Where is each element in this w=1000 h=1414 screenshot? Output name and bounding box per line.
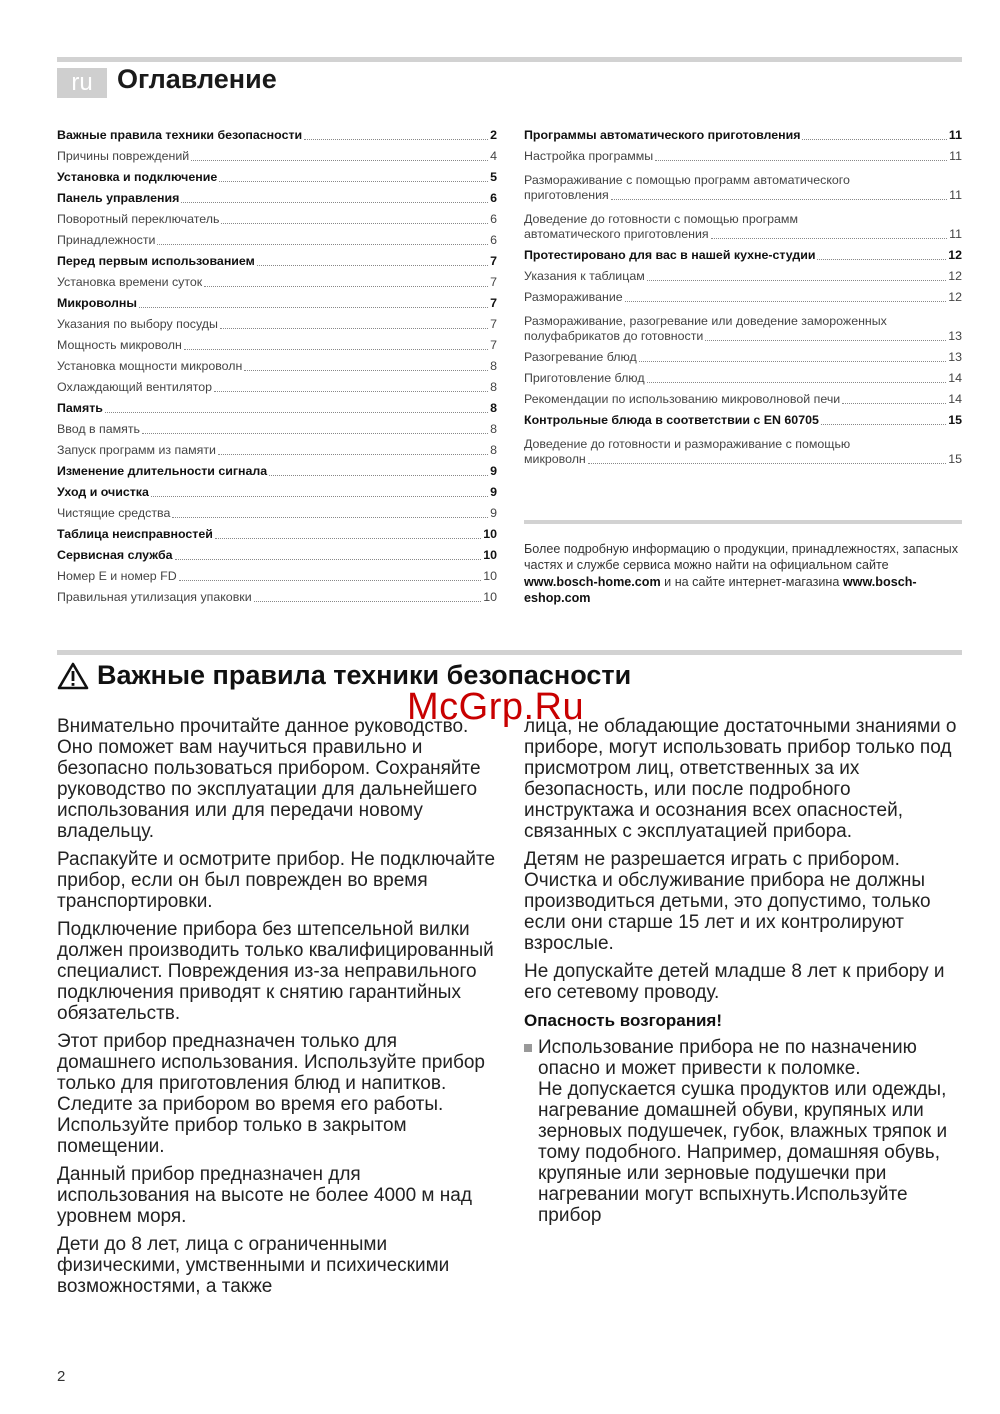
toc-entry-page: 12 bbox=[948, 248, 962, 262]
toc-entry[interactable] bbox=[524, 386, 962, 407]
toc-leader-dots bbox=[142, 433, 488, 434]
toc-entry-page: 4 bbox=[490, 149, 497, 163]
bosch-eshop-link[interactable]: www.bosch-eshop.com bbox=[524, 574, 917, 606]
toc-leader-dots bbox=[705, 340, 946, 341]
toc-leader-dots bbox=[588, 463, 946, 464]
language-badge: ru bbox=[57, 68, 107, 98]
toc-entry[interactable] bbox=[57, 500, 497, 521]
toc-entry[interactable] bbox=[57, 374, 497, 395]
toc-entry-label: Доведение до готовности с помощью программ bbox=[524, 212, 798, 226]
toc-entry-label: Программы автоматического приготовления bbox=[524, 128, 801, 142]
paragraph: Детям не разрешается играть с прибором. Очистка и обслуживание прибора не должны производиться детьми, это допустимо, только если они старше 15 лет и их контролируют взрослые. bbox=[524, 849, 931, 954]
toc-entry-page: 6 bbox=[490, 191, 497, 205]
toc-leader-dots bbox=[817, 259, 946, 260]
toc-entry-page: 8 bbox=[490, 401, 497, 415]
toc-leader-dots bbox=[257, 265, 488, 266]
toc-leader-dots bbox=[220, 328, 488, 329]
toc-entry-page: 9 bbox=[490, 485, 497, 499]
toc-leader-dots bbox=[647, 382, 947, 383]
toc-leader-dots bbox=[304, 139, 488, 140]
bullet-text: Использование прибора не по назначению опасно и может привести к поломке. bbox=[538, 1037, 917, 1079]
toc-entry[interactable] bbox=[524, 344, 962, 365]
toc-entry-page: 7 bbox=[490, 338, 497, 352]
toc-entry-label: Размораживание, разогревание или доведение замороженных bbox=[524, 314, 887, 328]
toc-entry-label: Панель управления bbox=[57, 191, 180, 205]
toc-entry-label: Поворотный переключатель bbox=[57, 212, 220, 226]
toc-entry[interactable] bbox=[524, 365, 962, 386]
toc-entry-page: 5 bbox=[490, 170, 497, 184]
toc-entry-label: Причины повреждений bbox=[57, 149, 190, 163]
toc-entry-label: Сервисная служба bbox=[57, 548, 173, 562]
toc-leader-dots bbox=[214, 391, 488, 392]
toc-entry-page: 12 bbox=[948, 290, 962, 304]
bullet-text: Не допускается сушка продуктов или одежды, нагревание домашней обуви, крупяных или зерновых подушечек, губок, влажных тряпок и тому подобного. Например, домашняя обувь, крупяные или зерновые подушечки при нагревании могут вспыхнуть.Используйте прибор bbox=[538, 1079, 948, 1226]
info-text-2: и на сайте интернет-магазина bbox=[660, 574, 843, 589]
paragraph: Данный прибор предназначен для использования на высоте не более 4000 м над уровнем моря. bbox=[57, 1164, 472, 1227]
toc-entry-label: Разогревание блюд bbox=[524, 350, 637, 364]
toc-entry-label: Установка и подключение bbox=[57, 170, 218, 184]
paragraph: Этот прибор предназначен только для домашнего использования. Используйте прибор только для приготовления блюд и напитков. Следите за прибором во время его работы. Используйте прибор только в закрытом помещении. bbox=[57, 1031, 485, 1157]
toc-entry[interactable] bbox=[524, 164, 962, 203]
toc-leader-dots bbox=[611, 199, 947, 200]
toc-entry[interactable] bbox=[57, 143, 497, 164]
toc-entry-page: 10 bbox=[483, 548, 497, 562]
toc-entry-page: 13 bbox=[948, 350, 962, 364]
toc-entry-label: Размораживание bbox=[524, 290, 623, 304]
toc-entry[interactable] bbox=[57, 479, 497, 500]
toc-entry[interactable] bbox=[57, 563, 497, 584]
toc-entry-label: Приготовление блюд bbox=[524, 371, 645, 385]
toc-entry[interactable] bbox=[57, 353, 497, 374]
toc-entry[interactable] bbox=[57, 227, 497, 248]
toc-entry-label: автоматического приготовления bbox=[524, 227, 709, 241]
toc-leader-dots bbox=[655, 160, 947, 161]
toc-entry-page: 8 bbox=[490, 443, 497, 457]
toc-entry[interactable] bbox=[57, 542, 497, 563]
fire-hazard-heading: Опасность возгорания! bbox=[524, 1011, 722, 1030]
toc-entry-page: 11 bbox=[948, 128, 962, 142]
toc-leader-dots bbox=[244, 370, 488, 371]
toc-entry-page: 7 bbox=[490, 296, 497, 310]
toc-entry-label: Установка времени суток bbox=[57, 275, 203, 289]
toc-entry-page: 8 bbox=[490, 422, 497, 436]
toc-entry[interactable] bbox=[57, 395, 497, 416]
toc-entry-label: Чистящие средства bbox=[57, 506, 171, 520]
toc-right-column bbox=[524, 122, 962, 467]
fire-hazard-bullet bbox=[524, 1037, 962, 1226]
toc-leader-dots bbox=[219, 181, 488, 182]
toc-entry-page: 7 bbox=[490, 275, 497, 289]
toc-entry-label: Микроволны bbox=[57, 296, 137, 310]
watermark: McGrp.Ru bbox=[407, 686, 585, 728]
toc-entry[interactable] bbox=[524, 143, 962, 164]
info-rule bbox=[524, 520, 962, 524]
toc-leader-dots bbox=[139, 307, 488, 308]
toc-entry[interactable] bbox=[57, 269, 497, 290]
toc-entry-page: 2 bbox=[490, 128, 497, 142]
toc-leader-dots bbox=[175, 559, 482, 560]
toc-entry-label: Мощность микроволн bbox=[57, 338, 182, 352]
toc-leader-dots bbox=[218, 454, 488, 455]
toc-entry-page: 6 bbox=[490, 233, 497, 247]
toc-entry-label: Изменение длительности сигнала bbox=[57, 464, 268, 478]
toc-leader-dots bbox=[625, 301, 947, 302]
toc-entry-page: 8 bbox=[490, 380, 497, 394]
info-text bbox=[524, 541, 964, 607]
toc-entry-page: 11 bbox=[949, 227, 962, 241]
toc-entry[interactable] bbox=[524, 122, 962, 143]
toc-title: Оглавление bbox=[117, 64, 277, 94]
toc-entry-label: Правильная утилизация упаковки bbox=[57, 590, 252, 604]
toc-entry-label: микроволн bbox=[524, 452, 586, 466]
toc-entry-page: 9 bbox=[490, 506, 497, 520]
toc-leader-dots bbox=[221, 223, 488, 224]
toc-entry-page: 8 bbox=[490, 359, 497, 373]
toc-entry-label: Номер E и номер FD bbox=[57, 569, 177, 583]
toc-entry-page: 12 bbox=[948, 269, 962, 283]
paragraph: Подключение прибора без штепсельной вилки должен производить только квалифицированный специалист. Повреждения из-за неправильного подключения приводят к снятию гарантийных обязательств. bbox=[57, 919, 494, 1024]
toc-entry[interactable] bbox=[57, 437, 497, 458]
toc-entry-page: 10 bbox=[483, 569, 497, 583]
toc-entry-page: 14 bbox=[948, 392, 962, 406]
toc-leader-dots bbox=[184, 349, 488, 350]
paragraph: Распакуйте и осмотрите прибор. Не подключайте прибор, если он был поврежден во время транспортировки. bbox=[57, 849, 496, 912]
toc-entry-label: Контрольные блюда в соответствии с EN 60705 bbox=[524, 413, 819, 427]
paragraph: Внимательно прочитайте данное руководство. Оно поможет вам научиться правильно и безопасно пользоваться прибором. Сохраняйте руководство по эксплуатации для дальнейшего использования или для передачи новому владельцу. bbox=[57, 716, 481, 842]
toc-entry[interactable] bbox=[57, 584, 497, 605]
toc-entry-label: Ввод в память bbox=[57, 422, 140, 436]
toc-entry[interactable] bbox=[524, 203, 962, 242]
toc-entry-page: 14 bbox=[948, 371, 962, 385]
toc-entry[interactable] bbox=[57, 185, 497, 206]
toc-entry-page: 6 bbox=[490, 212, 497, 226]
toc-entry-label: полуфабрикатов до готовности bbox=[524, 329, 704, 343]
warning-triangle-icon bbox=[57, 662, 89, 690]
toc-entry[interactable] bbox=[57, 311, 497, 332]
toc-entry[interactable] bbox=[57, 164, 497, 185]
toc-entry-label: Таблица неисправностей bbox=[57, 527, 213, 541]
page-number: 2 bbox=[57, 1368, 66, 1385]
toc-leader-dots bbox=[821, 424, 946, 425]
toc-entry[interactable] bbox=[57, 332, 497, 353]
toc-entry[interactable] bbox=[524, 263, 962, 284]
toc-entry-page: 15 bbox=[948, 413, 962, 427]
info-text-1: Более подробную информацию о продукции, принадлежностях, запасных частях и службе сервиса можно найти на официальном сайте bbox=[524, 542, 959, 573]
toc-entry-page: 11 bbox=[949, 149, 962, 163]
toc-leader-dots bbox=[711, 238, 947, 239]
toc-entry-page: 11 bbox=[949, 188, 962, 202]
toc-leader-dots bbox=[151, 496, 488, 497]
toc-entry[interactable] bbox=[524, 284, 962, 305]
toc-entry[interactable] bbox=[524, 242, 962, 263]
body-left-column bbox=[57, 716, 497, 1304]
toc-entry-label: Установка мощности микроволн bbox=[57, 359, 243, 373]
paragraph: лица, не обладающие достаточными знаниями о приборе, могут использовать прибор только под присмотром лиц, ответственных за их безопасность, или после подробного инструктажа и осознания всех опасностей, связанных с эксплуатацией прибора. bbox=[524, 716, 957, 842]
toc-entry-label: Важные правила техники безопасности bbox=[57, 128, 303, 142]
toc-entry-label: Протестировано для вас в нашей кухне-студии bbox=[524, 248, 816, 262]
toc-entry[interactable] bbox=[57, 122, 497, 143]
bosch-home-link[interactable]: www.bosch-home.com bbox=[524, 574, 661, 589]
toc-leader-dots bbox=[802, 139, 946, 140]
toc-entry[interactable] bbox=[57, 248, 497, 269]
top-rule bbox=[57, 57, 962, 62]
toc-left-column bbox=[57, 122, 497, 605]
body-right-column bbox=[524, 716, 962, 1226]
section-rule bbox=[57, 650, 962, 655]
paragraph: Не допускайте детей младше 8 лет к прибору и его сетевому проводу. bbox=[524, 961, 945, 1003]
toc-leader-dots bbox=[181, 202, 488, 203]
toc-entry[interactable] bbox=[524, 305, 962, 344]
toc-entry-label: Указания к таблицам bbox=[524, 269, 645, 283]
toc-leader-dots bbox=[842, 403, 946, 404]
toc-entry[interactable] bbox=[57, 290, 497, 311]
toc-leader-dots bbox=[204, 286, 488, 287]
toc-entry-page: 10 bbox=[483, 590, 497, 604]
paragraph: Дети до 8 лет, лица с ограниченными физическими, умственными и психическими возможностями, а также bbox=[57, 1234, 450, 1297]
toc-entry-label: Размораживание с помощью программ автоматического bbox=[524, 173, 850, 187]
toc-entry-label: Доведение до готовности и размораживание с помощью bbox=[524, 437, 851, 451]
toc-entry-label: приготовления bbox=[524, 188, 609, 202]
toc-leader-dots bbox=[157, 244, 488, 245]
toc-entry-label: Принадлежности bbox=[57, 233, 156, 247]
toc-leader-dots bbox=[647, 280, 946, 281]
toc-leader-dots bbox=[179, 580, 482, 581]
section-title-text: Важные правила техники безопасности bbox=[97, 660, 632, 690]
toc-entry-page: 15 bbox=[948, 452, 962, 466]
toc-entry[interactable] bbox=[524, 407, 962, 428]
toc-entry-label: Запуск программ из памяти bbox=[57, 443, 216, 457]
toc-entry-label: Перед первым использованием bbox=[57, 254, 255, 268]
bullet-square-icon bbox=[524, 1044, 532, 1052]
toc-entry-label: Настройка программы bbox=[524, 149, 654, 163]
toc-entry[interactable] bbox=[57, 206, 497, 227]
toc-leader-dots bbox=[639, 361, 946, 362]
toc-entry[interactable] bbox=[57, 458, 497, 479]
toc-entry-page: 7 bbox=[490, 254, 497, 268]
toc-leader-dots bbox=[105, 412, 488, 413]
toc-entry[interactable] bbox=[524, 428, 962, 467]
toc-leader-dots bbox=[191, 160, 488, 161]
toc-entry-label: Указания по выбору посуды bbox=[57, 317, 218, 331]
toc-entry-label: Память bbox=[57, 401, 103, 415]
toc-entry-page: 9 bbox=[490, 464, 497, 478]
toc-entry-label: Уход и очистка bbox=[57, 485, 149, 499]
toc-entry[interactable] bbox=[57, 521, 497, 542]
toc-entry-page: 10 bbox=[483, 527, 497, 541]
toc-leader-dots bbox=[254, 601, 482, 602]
toc-entry-page: 7 bbox=[490, 317, 497, 331]
toc-entry-page: 13 bbox=[948, 329, 962, 343]
toc-leader-dots bbox=[172, 517, 488, 518]
toc-leader-dots bbox=[215, 538, 481, 539]
toc-entry-label: Охлаждающий вентилятор bbox=[57, 380, 213, 394]
toc-entry-label: Рекомендации по использованию микроволновой печи bbox=[524, 392, 841, 406]
toc-leader-dots bbox=[269, 475, 488, 476]
toc-entry[interactable] bbox=[57, 416, 497, 437]
